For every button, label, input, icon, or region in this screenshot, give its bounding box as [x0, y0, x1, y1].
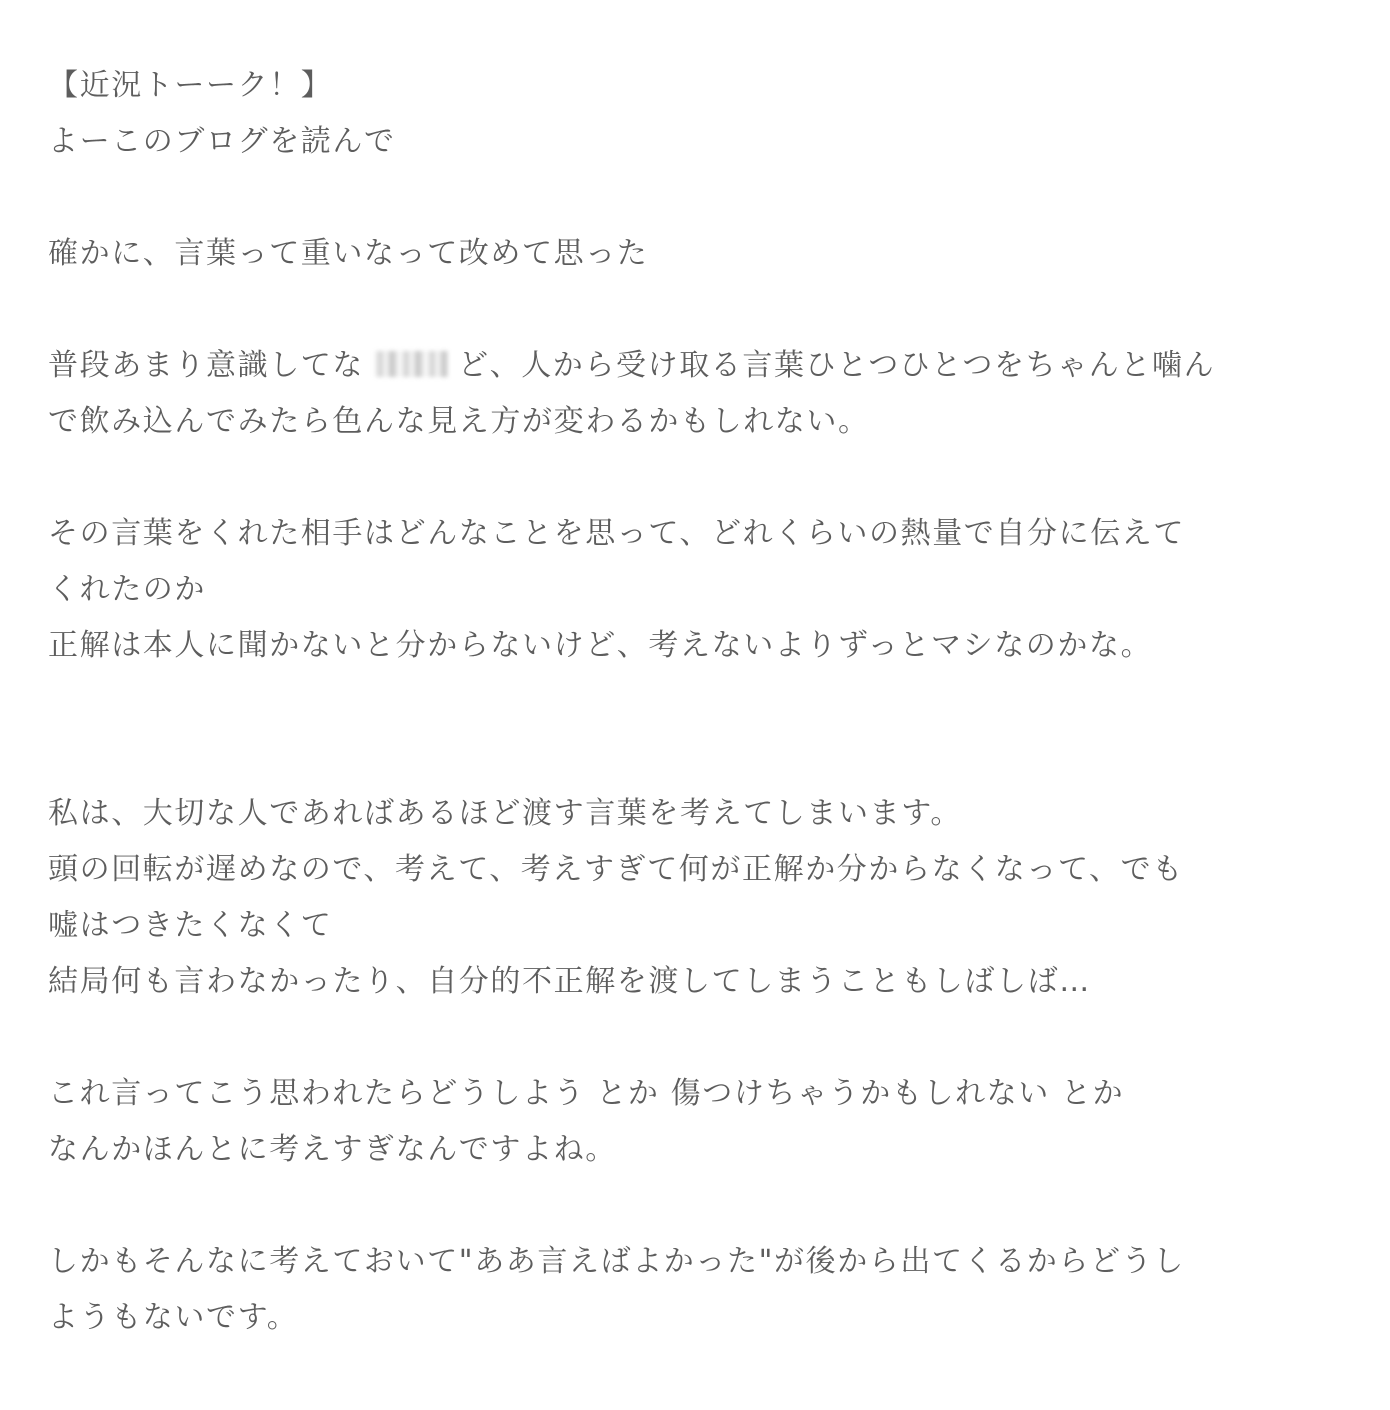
post-line: しかもそんなに考えておいて"ああ言えばよかった"が後から出てくるからどうし — [48, 1244, 1185, 1279]
post-line: くれたのか — [48, 572, 206, 607]
post-line: 正解は本人に聞かないと分からないけど、考えないよりずっとマシなのかな。 — [48, 628, 1153, 663]
post-line: よーこのブログを読んで — [48, 124, 396, 159]
blog-post-body — [48, 58, 1278, 1346]
blank-line — [48, 450, 1278, 506]
post-line: 私は、大切な人であればあるほど渡す言葉を考えてしまいます。 — [48, 796, 962, 831]
blank-line — [48, 170, 1278, 226]
post-line: これ言ってこう思われたらどうしよう とか 傷つけちゃうかもしれない とか — [48, 1076, 1125, 1111]
post-line: その言葉をくれた相手はどんなことを思って、どれくらいの熱量で自分に伝えて — [48, 516, 1185, 551]
post-line-end: ど、人から受け取る言葉ひとつひとつをちゃんと噛ん — [458, 348, 1216, 383]
blank-line — [48, 1010, 1278, 1066]
post-line: ようもないです。 — [48, 1300, 299, 1335]
post-line: 確かに、言葉って重いなって改めて思った — [48, 236, 649, 271]
post-line: 嘘はつきたくなくて — [48, 908, 333, 943]
post-line — [48, 338, 1278, 394]
blurred-text — [366, 349, 456, 379]
post-heading: 【近況トーーク！】 — [48, 68, 333, 103]
post-line: で飲み込んでみたら色んな見え方が変わるかもしれない。 — [48, 404, 870, 439]
post-line: なんかほんとに考えすぎなんですよね。 — [48, 1132, 617, 1167]
blank-line — [48, 674, 1278, 786]
post-line: 結局何も言わなかったり、自分的不正解を渡してしまうこともしばしば… — [48, 964, 1091, 999]
blank-line — [48, 282, 1278, 338]
blank-line — [48, 1178, 1278, 1234]
post-line: 頭の回転が遅めなので、考えて、考えすぎて何が正解か分からなくなって、でも — [48, 852, 1184, 887]
post-line-start: 普段あまり意識してな — [48, 348, 364, 383]
